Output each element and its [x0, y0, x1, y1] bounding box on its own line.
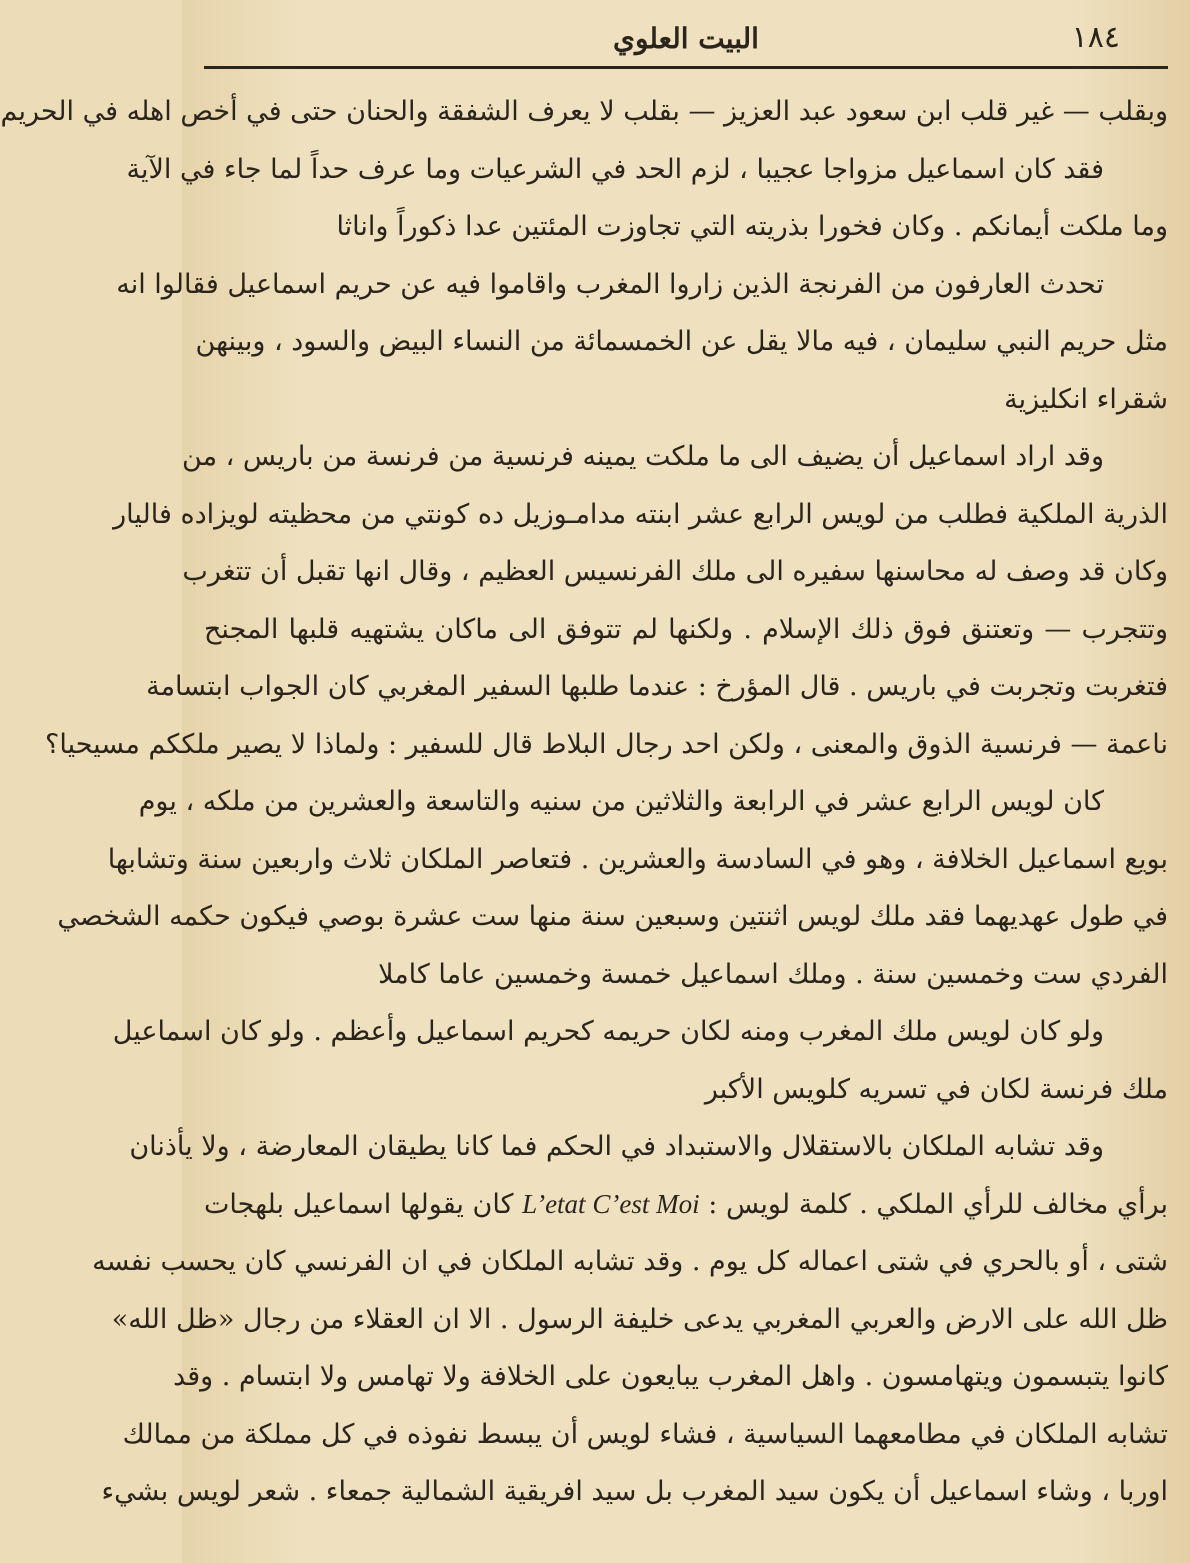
- running-title: البيت العلوي: [613, 22, 759, 55]
- text-line: ظل الله على الارض والعربي المغربي يدعى خليفة الرسول . الا ان العقلاء من رجال «ظل الله»: [111, 1303, 1168, 1335]
- text-line: تحدث العارفون من الفرنجة الذين زاروا المغرب واقاموا فيه عن حريم اسماعيل فقالوا انه: [116, 268, 1104, 300]
- text-line: الفردي ست وخمسين سنة . وملك اسماعيل خمسة وخمسين عاما كاملا: [378, 958, 1168, 990]
- text-line: وكان قد وصف له محاسنها سفيره الى ملك الفرنسيس العظيم ، وقال انها تقبل أن تتغرب: [182, 556, 1168, 587]
- body-text: [0, 83, 1168, 1521]
- text-line: في طول عهديهما فقد ملك لويس اثنتين وسبعين سنة منها ست عشرة بوصي فيكون حكمه الشخصي: [57, 901, 1168, 932]
- text-line: وبقلب — غير قلب ابن سعود عبد العزيز — بقلب لا يعرف الشفقة والحنان حتى في أخص اهله في الحريم: [0, 96, 1168, 127]
- text-line: وقد تشابه الملكان بالاستقلال والاستبداد في الحكم فما كانا يطيقان المعارضة ، ولا يأذنان: [129, 1131, 1104, 1162]
- header-rule: [204, 66, 1168, 69]
- text-line: وقد اراد اسماعيل أن يضيف الى ما ملكت يمينه فرنسية من فرنسة من باريس ، من: [182, 441, 1104, 472]
- text-line: اوربا ، وشاء اسماعيل أن يكون سيد المغرب بل سيد افريقية الشمالية جمعاء . شعر لويس بشيء: [101, 1476, 1168, 1507]
- text-line: ولو كان لويس ملك المغرب ومنه لكان حريمه كحريم اسماعيل وأعظم . ولو كان اسماعيل: [112, 1016, 1104, 1047]
- text-line: ناعمة — فرنسية الذوق والمعنى ، ولكن احد رجال البلاط قال للسفير : ولماذا لا يصير ملككم مسيحيا؟: [45, 728, 1168, 760]
- text-line: مثل حريم النبي سليمان ، فيه مالا يقل عن الخمسمائة من النساء البيض والسود ، وبينهن: [195, 326, 1168, 357]
- text-line: وتتجرب — وتعتنق فوق ذلك الإسلام . ولكنها لم تتوفق الى ماكان يشتهيه قلبها المجنح: [204, 613, 1168, 645]
- text-line: برأي مخالف للرأي الملكي . كلمة لويس : L’etat C’est Moi كان يقولها اسماعيل بلهجات: [204, 1188, 1168, 1220]
- text-line: بويع اسماعيل الخلافة ، وهو في السادسة والعشرين . فتعاصر الملكان ثلاث واربعين سنة وتشابها: [107, 843, 1168, 875]
- text-line: شتى ، أو بالحري في شتى اعماله كل يوم . وقد تشابه الملكان في ان الفرنسي كان يحسب نفسه: [92, 1246, 1168, 1277]
- text-line: فتغربت وتجربت في باريس . قال المؤرخ : عندما طلبها السفير المغربي كان الجواب ابتسامة: [146, 671, 1168, 702]
- latin-phrase: L’etat C’est Moi: [522, 1188, 700, 1219]
- text-line: كانوا يتبسمون ويتهامسون . واهل المغرب يبايعون على الخلافة ولا تهامس ولا ابتسام . وقد: [173, 1361, 1168, 1392]
- text-line: تشابه الملكان في مطامعهما السياسية ، فشاء لويس أن يبسط نفوذه في كل مملكة من ممالك: [122, 1418, 1168, 1450]
- text-line: الذرية الملكية فطلب من لويس الرابع عشر ابنته مدامـوزيل ده كونتي من محظيته لويزاده فاليار: [113, 498, 1168, 530]
- text-line: فقد كان اسماعيل مزواجا عجيبا ، لزم الحد في الشرعيات وما عرف حداً لما جاء في الآية: [126, 153, 1104, 185]
- page-header: [204, 20, 1168, 66]
- text-line: ملك فرنسة لكان في تسريه كلويس الأكبر: [704, 1073, 1168, 1105]
- page-number: ١٨٤: [1071, 20, 1120, 55]
- text-line: وما ملكت أيمانكم . وكان فخورا بذريته التي تجاوزت المئتين عدا ذكوراً واناثا: [336, 211, 1168, 242]
- text-line: شقراء انكليزية: [1004, 383, 1168, 415]
- text-line: كان لويس الرابع عشر في الرابعة والثلاثين من سنيه والتاسعة والعشرين من ملكه ، يوم: [138, 786, 1104, 817]
